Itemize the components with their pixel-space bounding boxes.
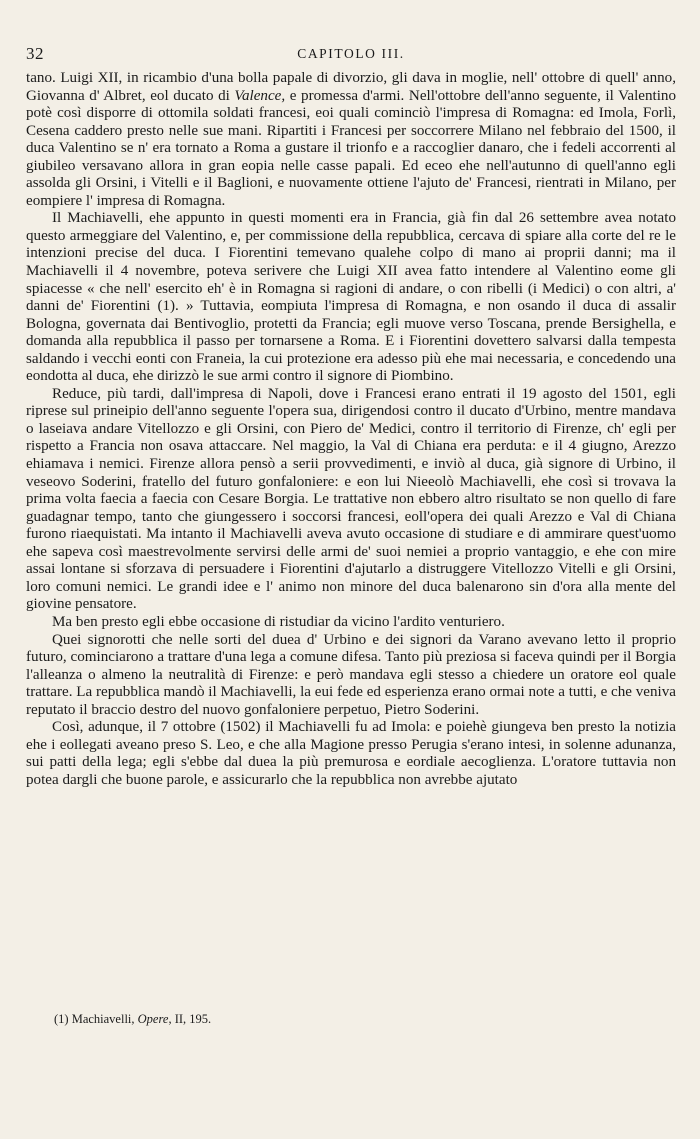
footnote: (1) Machiavelli, Opere, II, 195. (54, 1012, 212, 1026)
page-header (26, 44, 676, 66)
paragraph-5: Quei signorotti che nelle sorti del duea d' Urbino e dei signori da Varano avevano letto il proprio futuro, cominciarono a trattare d'una lega a comune difesa. Tanto più preziosa si faceva quindi per il Borgia l'alleanza o almeno la neutralità di Firenze: e però mandava egli stesso a chiedere un oratore eol quale trattare. La repubblica mandò il Machiavelli, la eui fede ed esperienza erano ormai note a tutti, e che veniva reputato il braccio destro del nuovo gonfaloniere perpetuo, Pietro Soderini. (26, 631, 676, 718)
footnote-title: Opere (137, 1012, 169, 1026)
paragraph-6: Così, adunque, il 7 ottobre (1502) il Machiavelli fu ad Imola: e poiehè giungeva ben presto la notizia ehe i eollegati aveano preso S. Leo, e che alla Magione presso Perugia s'erano intesi, in solenne adunanza, sui patti della lega; egli s'ebbe dal duea la più premurosa e eordiale aecoglienza. L'oratore tuttavia non potea dargli che buone parole, e assicurarlo che la repubblica non avrebbe ajutato (26, 719, 676, 788)
paragraph-4: Ma ben presto egli ebbe occasione di ristudiar da vicino l'ardito venturiero. (52, 613, 505, 630)
paragraph-2: Il Machiavelli, ehe appunto in questi momenti era in Francia, già fin dal 26 settembre avea notato questo armeggiare del Valentino, e, per commissione della repubblica, cercava di spiare alla corte del re le intenzioni precise del duca. I Fiorentini temevano qualehe colpo di mano ai proprii danni; ma il Machiavelli il 4 novembre, poteva serivere che Luigi XII avea fatto intendere al Valentino eome gli spiacesse « che nell' esercito eh' è in Romagna si ragioni di andare, o con ribelli (i Medici) o con altri, a' danni de' Fiorentini (1). » Tuttavia, eompiuta l'impresa di Romagna, e non osando il duca di assalir Bologna, governata dai Bentivoglio, protetti da Francia; egli muove verso Toscana, prende Bersighella, e domanda alla repubblica il passo per tornarsene a Roma. E i Fiorentini dovettero salvarsi dalla tempesta saldando i vecchi eonti con Franeia, la cui protezione era adesso più ehe mai necessaria, e concedendo una eondotta al duca, ehe dirizzò le sue armi contro il signore di Piombino. (26, 210, 676, 385)
body-text (26, 70, 676, 789)
paragraph-1: tano. Luigi XII, in ricambio d'una bolla papale di divorzio, gli dava in moglie, nell' ottobre di quell' anno, Giovanna d' Albret, eol ducato di Valence, e promessa d'armi. Nell'ottobre dell'anno seguente, il Valentino potè così disporre di ottomila soldati francesi, eoi quali cominciò l'impresa di Romagna: ed Imola, Forlì, Cesena caddero presto nelle sue mani. Ripartiti i Francesi per soccorrere Milano nel febbraio del 1500, il duca Valentino se n' era tornato a Roma a gustare il trionfo e a raccoglier danaro, che i fedeli accorrenti al giubileo versavano allora in gran eopia nelle casse papali. Ed eceo ehe nell'autunno di quell'anno egli assolda gli Orsini, i Vitelli e il Baglioni, e nuovamente ottiene l'ajuto de' Francesi, rientrati in Milano, per eompiere l' impresa di Romagna. (26, 70, 676, 209)
running-title: CAPITOLO III. (297, 46, 405, 61)
paragraph-3: Reduce, più tardi, dall'impresa di Napoli, dove i Francesi erano entrati il 19 agosto del 1501, egli riprese sul prineipio dell'anno seguente l'opera sua, dirigendosi contro il ducato d'Urbino, mentre mandava o laseiava andare Vitellozzo e gli Orsini, con Piero de' Medici, contro il territorio di Firenze, ch' egli per rispetto a Francia non osava attaccare. Nel maggio, la Val di Chiana era perduta: e il 4 giugno, Arezzo ehiamava i nemici. Firenze allora pensò a serii provvedimenti, e inviò al duca, già signore di Urbino, il veseovo Soderini, fratello del futuro gonfaloniere: e eon lui Nieeolò Machiavelli, ehe così si trovava la prima volta faecia a faecia con Cesare Borgia. Le trattative non ebbero altro risultato se non quello di fare guadagnar tempo, tanto che giungessero i soccorsi francesi, eoll'opera dei quali Arezzo e Val di Chiana furono riaequistati. Ma intanto il Machiavelli aveva avuto occasione di studiare e di ammirare quest'uomo ehe sapeva così maestrevolmente servirsi delle armi de' suoi nemiei a proprio vantaggio, e ehe con mire assai lontane si sforzava di persuadere i Fiorentini d'ajutarlo a distruggere Vitellozzo Vitelli e gli Orsini, loro comuni nemici. Le grandi idee e l' animo non minore del duca balenarono sin d'ora alla mente del giovine pensatore. (26, 385, 676, 613)
place-name-italic: Valence, (234, 87, 286, 104)
page-number: 32 (26, 44, 44, 63)
